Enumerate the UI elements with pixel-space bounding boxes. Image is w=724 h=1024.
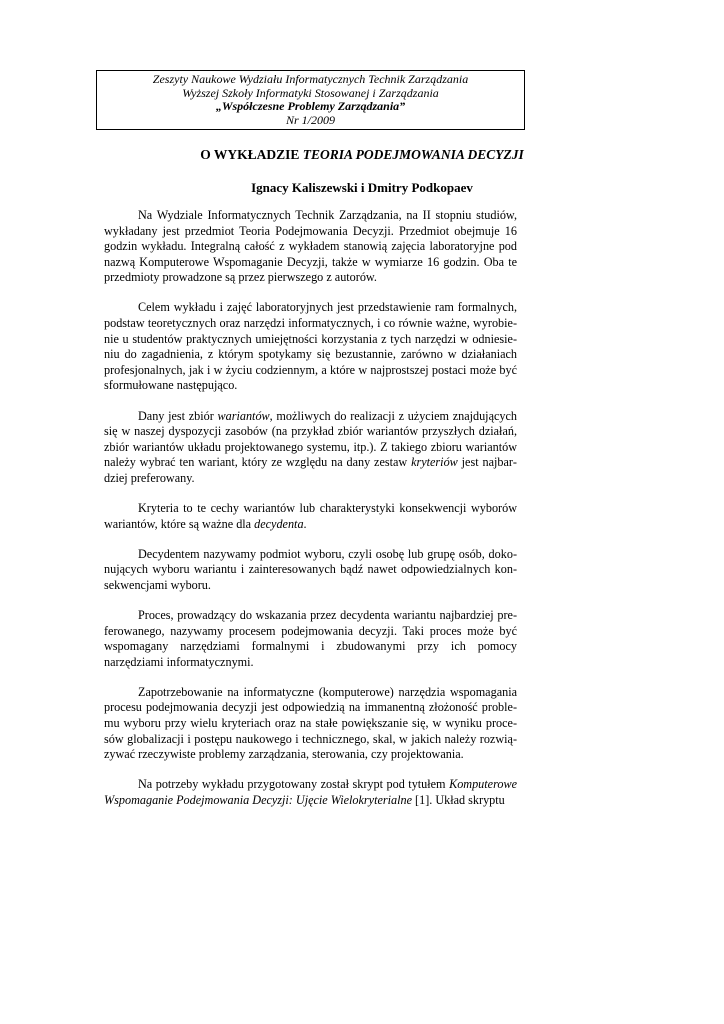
issue-number-line: Nr 1/2009 [285,112,335,127]
paragraph-8-text-2: [1]. Układ skryptu [412,792,505,807]
paragraph-4 [104,501,517,532]
paragraph-3 [104,409,517,487]
article-title-italic: TEORIA PODEJMOWANIA DECYZJI [302,147,524,162]
article-title-prefix: O WYKŁADZIE [200,147,303,162]
paragraph-1: Na Wydziale Informatycznych Technik Zarządzania, na II stopniu studiów, wykładany jest przedmiot Teoria Podejmowania Decyzji. Przedmiot obejmuje 16 godzin wykładu. Integralną całość z wykładem stanowią zajęcia laboratoryjne pod nazwą Komputerowe Wspomaganie Decyzji, także w wymiarze 16 godzin. Oba te przedmioty prowadzone są przez pierwszego z autorów. [104,208,517,285]
paragraph-4-text-1: Kryteria to te cechy wariantów lub charakterystyki konsekwencji wyborów wariantów, które są ważne dla [104,501,517,531]
paragraph-4-text-2: . [303,516,307,531]
paragraph-7: Zapotrzebowanie na informatyczne (komputerowe) narzędzia wspomagania procesu podejmowania decyzji jest odpowiedzią na immanentną złożoność problemu wyboru przy wielu kryteriach oraz na stałe powiększanie się, w wyniku procesów globalizacji i postępu naukowego i technicznego, skal, w jakich należy rozwiązywać rzeczywiste problemy zarządzania, sterowania, czy projektowania. [104,684,517,762]
term-warianty: wariantów [217,408,270,423]
term-kryteria: kryteriów [411,455,458,470]
article-authors: Ignacy Kaliszewski i Dmitry Podkopaev [251,180,473,195]
paragraph-6: Proces, prowadzący do wskazania przez decydenta wariantu najbardziej preferowanego, nazywamy procesem podejmowania decyzji. Taki proces może być wspomagany narzędziami formalnymi i zbudowanymi przy ich pomocy narzędziami informatycznymi. [104,607,517,669]
paragraph-3-text-1: Dany jest zbiór [138,408,218,423]
paragraph-8 [104,777,517,808]
term-decydent: decydenta [254,516,304,531]
paragraph-3-text-3: jest najbardziej preferowany. [104,455,517,485]
paragraph-3-text-2: , możliwych do realizacji z użyciem znajdujących się w naszej dyspozycji zasobów (na przykład zbiór wariantów przyszłych działań, zbiór wariantów układu projektowanego systemu, itp.). Z takiego zbioru wariantów należy wybrać ten wariant, który ze względu na dany zestaw [104,408,517,470]
script-title: Komputerowe Wspomaganie Podejmowania Decyzji: Ujęcie Wielokryterialne [104,777,517,807]
publisher-line: Wyższej Szkoły Informatyki Stosowanej i Zarządzania [182,85,439,100]
paragraph-8-text-1: Na potrzeby wykładu przygotowany został skrypt pod tytułem [138,777,450,792]
journal-header-box [96,70,525,130]
article-title [96,147,628,163]
series-title-line: „Współczesne Problemy Zarządzania” [215,99,406,114]
paragraph-2: Celem wykładu i zajęć laboratoryjnych jest przedstawienie ram formalnych, podstaw teoretycznych oraz narzędzi informatycznych, i co równie ważne, wyrobienie u studentów praktycznych umiejętności korzystania z tych narzędzi w odniesieniu do zagadnienia, z którym spotykamy się bezustannie, zarówno w działaniach profesjonalnych, jak i w życiu codziennym, a które w najprostszej postaci może być sformułowane następująco. [104,300,517,393]
article-body [104,208,517,809]
paragraph-5: Decydentem nazywamy podmiot wyboru, czyli osobę lub grupę osób, dokonujących wyboru wariantu i zainteresowanych bądź nawet odpowiedzialnych konsekwencjami wyboru. [104,546,517,592]
journal-name-line: Zeszyty Naukowe Wydziału Informatycznych Technik Zarządzania [152,72,469,86]
